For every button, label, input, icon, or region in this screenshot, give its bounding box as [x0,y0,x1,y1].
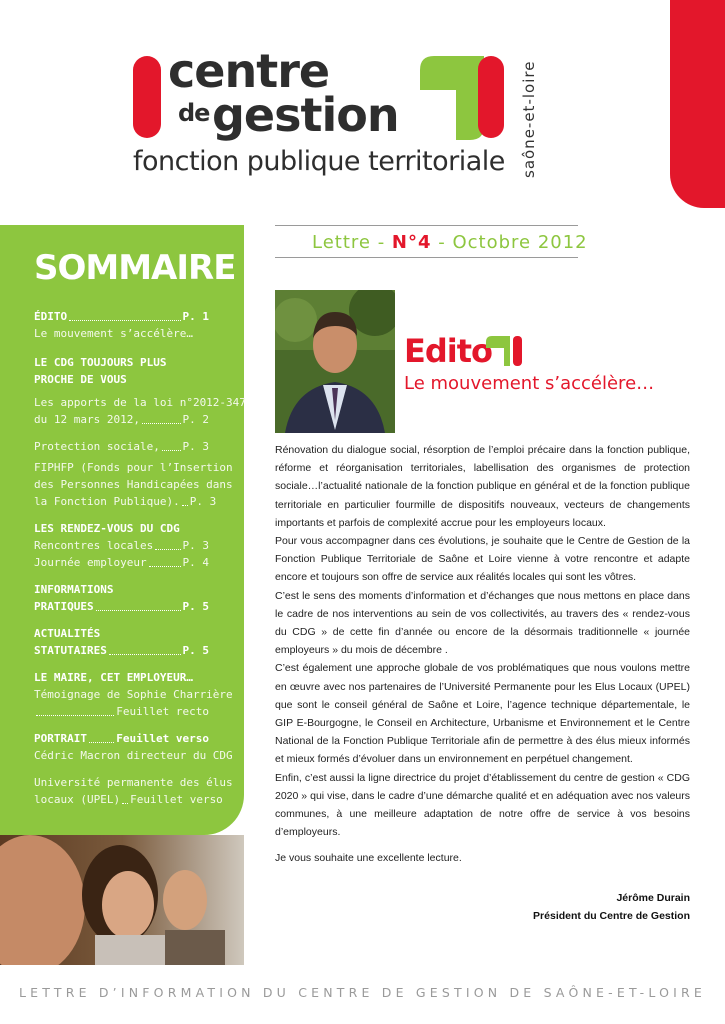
toc-subitem: Les apports de la loi n°2012-347 [34,396,246,409]
toc-item-pratiques[interactable]: PRATIQUES P. 5 [34,600,209,613]
toc-subitem[interactable]: Protection sociale, P. 3 [34,440,209,453]
edito-paragraph: Pour vous accompagner dans ces évolutions, je souhaite que le Centre de Gestion de la Fonction Publique Territoriale de Saône et Loire vienne à votre rencontre et adapte encore et toujours son offre de service aux réalités locales qui sont les vôtres. [275,535,690,584]
people-photo [0,835,244,965]
logo-word-centre: centre [168,44,330,98]
summary-title: SOMMAIRE [34,248,236,288]
toc-subitem[interactable]: Feuillet recto [34,703,209,720]
edito-body [275,441,690,868]
toc-item-actualites[interactable]: ACTUALITÉS [34,627,101,640]
edito-paragraph: C’est également une approche globale de vos problématiques que nous voulons mettre en œuvre avec nos partenaires de l’Université Permanente pour les Elus Locaux (UPEL) que sont le conseil général de Saône et Loire, l’agence technique départementale, le GIP E-Bourgogne, le Conseil en Architecture, Urbanisme et Environnement et le Centre National de la Fonction Publique Territoriale afin de permettre à des élus mieux informés et mieux formés d’évoluer dans un environnement en perpétuel changement. [275,662,690,766]
toc-subitem: FIPHFP (Fonds pour l’Insertion [34,461,233,474]
logo-word-de: de [178,99,210,127]
edito-paragraph: C’est le sens des moments d’information et d’échanges que nous mettons en place dans le cadre de nos interventions au sein de vos collectivités, au travers des « rendez-vous du CDG » de cette fin d’année ou encore de la désormais traditionnelle « journée employeurs » du mois de décembre . [275,589,690,657]
logo-red-bar-right [478,56,504,138]
logo-green-mark [420,56,484,140]
toc-item-cdg[interactable]: LE CDG TOUJOURS PLUS [34,356,167,369]
toc-subitem[interactable]: Rencontres locales P. 3 [34,539,209,552]
signature-title: Président du Centre de Gestion [533,910,690,922]
issue-rule-top [275,225,578,226]
toc-subitem: Université permanente des élus [34,776,233,789]
toc-item-maire[interactable]: LE MAIRE, CET EMPLOYEUR… [34,671,193,684]
logo-vertical-region: saône-et-loire [520,60,538,178]
table-of-contents [34,308,246,808]
portrait-photo [275,290,395,433]
toc-item-portrait[interactable]: PORTRAIT Feuillet verso [34,732,209,745]
toc-item-informations[interactable]: INFORMATIONS [34,583,114,596]
footer-title: LETTRE D’INFORMATION DU CENTRE DE GESTION DE SAÔNE-ET-LOIRE [18,985,706,1000]
toc-subitem: Témoignage de Sophie Charrière [34,688,233,701]
edito-paragraph: Enfin, c’est aussi la ligne directrice du projet d’établissement du centre de gestion « CDG 2020 » qui vise, dans le cadre d’une démarche qualité et en adéquation avec nos valeurs communes, à une meilleure adaptation de notre offre de service à vos besoins d’employeurs. [275,771,690,839]
toc-subitem[interactable]: du 12 mars 2012, P. 2 [34,413,209,426]
toc-subitem: des Personnes Handicapées dans [34,478,233,491]
toc-item-rendez-vous[interactable]: LES RENDEZ-VOUS DU CDG [34,522,180,535]
toc-subitem: Cédric Macron directeur du CDG [34,749,233,762]
signature-name: Jérôme Durain [616,892,690,904]
issue-number: N°4 [391,232,432,253]
edito-subtitle: Le mouvement s’accélère… [404,373,655,394]
issue-rule-bottom [275,257,578,258]
edito-closing: Je vous souhaite une excellente lecture. [275,852,462,865]
logo-tagline: fonction publique territoriale [133,146,505,177]
red-corner-decoration [670,0,725,208]
edito-title: Edito [404,332,493,370]
toc-item-cdg-line2: PROCHE DE VOUS [34,373,127,386]
logo-word-gestion: gestion [212,88,399,142]
toc-item-edito[interactable]: ÉDITO P. 1 [34,310,209,323]
toc-subitem[interactable]: locaux (UPEL) Feuillet verso [34,793,223,806]
toc-item-statutaires[interactable]: STATUTAIRES P. 5 [34,644,209,657]
toc-subitem[interactable]: Journée employeur P. 4 [34,556,209,569]
toc-subitem: Le mouvement s’accélère… [34,327,193,340]
logo-red-bar-left [133,56,161,138]
edito-paragraph: Rénovation du dialogue social, résorption de l’emploi précaire dans la fonction publique, réforme et réorganisation territoriales, labellisation des organismes de protection sociale…l’actualité nationale de la fonction publique en général et de la fonction publique territoriale en particulier fourmille de dispositifs nouveaux, vecteurs de changements importants et parfois de complexité accrue pour les employeurs locaux. [275,444,690,529]
issue-line: Lettre - N°4 - Octobre 2012 [312,232,588,253]
edito-logo-mark [486,336,522,366]
toc-subitem[interactable]: la Fonction Publique). P. 3 [34,495,217,508]
